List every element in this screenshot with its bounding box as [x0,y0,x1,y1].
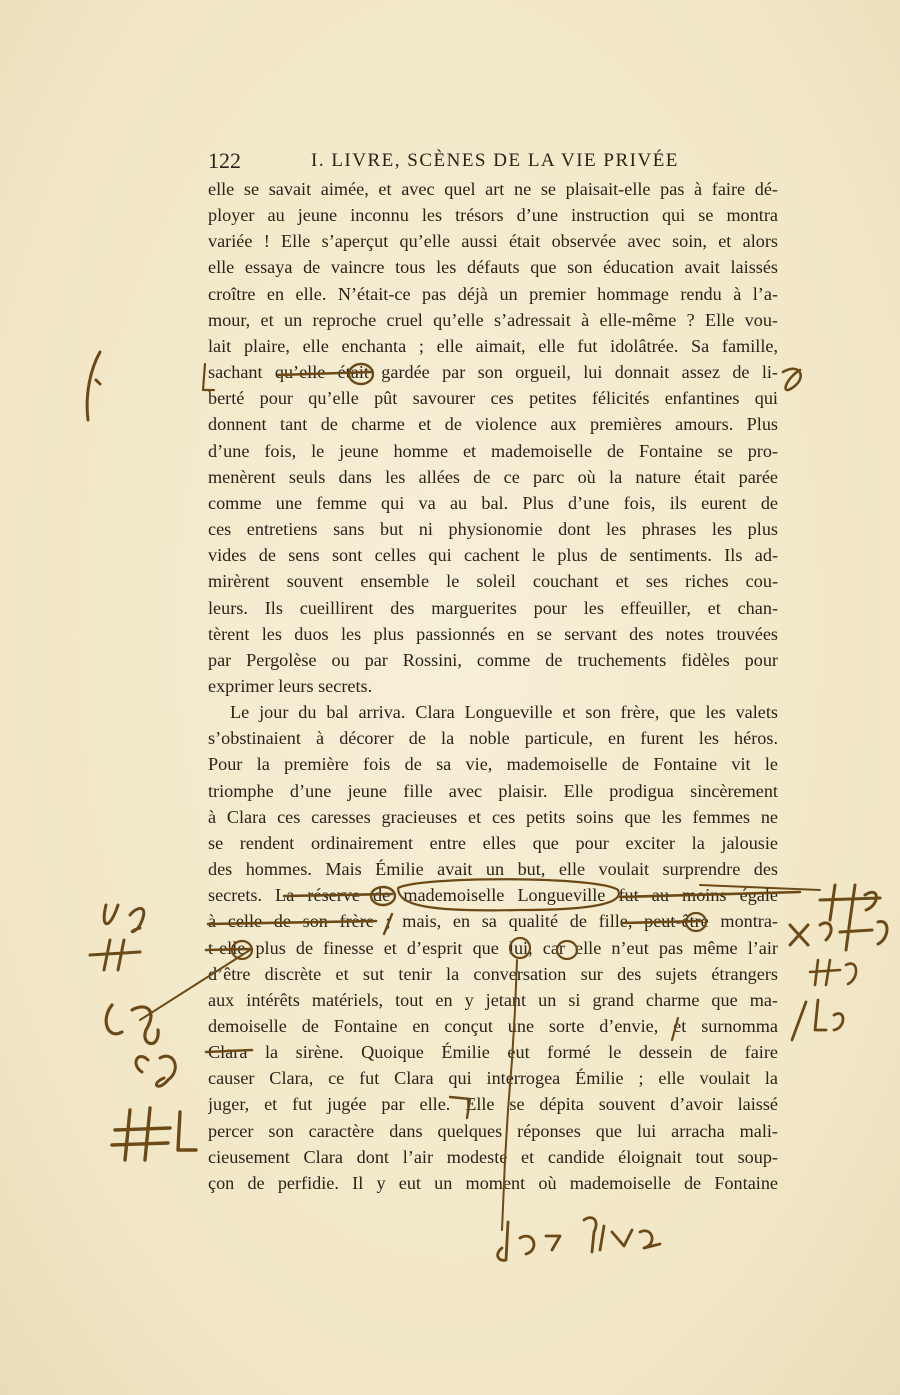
text-line: des hommes. Mais Émilie avait un but, elle voulait surprendre des [208,859,778,880]
text-line: Le jour du bal arriva. Clara Longueville et son frère, que les valets [230,702,778,723]
text-line: leurs. Ils cueillirent des marguerites pour les effeuiller, et chan- [208,597,778,618]
text-line: demoiselle de Fontaine en conçut une sorte d’envie, et surnomma [208,1016,778,1036]
text-line: triomphe d’une jeune fille avec plaisir. Elle prodigua sincèrement [208,780,778,801]
text-line: par Pergolèse ou par Rossini, comme de truchements fidèles pour [208,649,778,670]
running-head: I. LIVRE, SCÈNES DE LA VIE PRIVÉE [311,150,679,171]
text-line: d’être discrète et sut tenir la conversation sur des sujets étrangers [208,963,778,984]
text-line: sachant qu’elle était gardée par son orgueil, lui donnait assez de li- [208,362,778,383]
text-line: cieusement Clara dont l’air modeste et candide éloignait tout soup- [208,1146,778,1167]
text-line: d’une fois, le jeune homme et mademoiselle de Fontaine se pro- [208,440,778,461]
body-text [208,176,778,1196]
text-line: à Clara ces caresses gracieuses et ces petits soins que les femmes ne [208,806,778,827]
text-line: berté pour qu’elle pût savourer ces petites félicités enfantines qui [208,388,778,409]
page-number: 122 [208,148,241,173]
text-line: percer son caractère dans quelques réponses que lui arracha mali- [208,1120,778,1141]
text-line: Pour la première fois de sa vie, mademoiselle de Fontaine vit le [208,754,778,775]
text-line: ployer au jeune inconnu les trésors d’une instruction qui se montra [208,205,778,226]
text-line: ces entretiens sans but ni physionomie dont les phrases les plus [208,519,778,540]
text-line: lait plaire, elle enchanta ; elle aimait, elle fut idolâtrée. Sa famille, [208,335,778,356]
text-line: aux intérêts matériels, tout en y jetant un si grand charme que ma- [208,989,778,1010]
text-line: donnent tant de charme et de violence aux premières amours. Plus [208,414,778,435]
text-line: se rendent ordinairement entre elles que pour exciter la jalousie [208,832,778,853]
text-line: mour, et un reproche cruel qu’elle s’adressait à elle-même ? Elle vou- [208,309,778,330]
text-line: causer Clara, ce fut Clara qui interrogea Émilie ; elle voulait la [208,1068,778,1089]
text-line: à celle de son frère ; mais, en sa qualité de fille, peut-être montra- [208,911,778,932]
text-line: vides de sens sont celles qui cachent le plus de sentiments. Ils ad- [208,545,778,566]
text-line: croître en elle. N’était-ce pas déjà un premier hommage rendu à l’a- [208,283,778,304]
text-line: menèrent seuls dans les allées de ce parc où la nature était parée [208,466,778,487]
text-line: variée ! Elle s’aperçut qu’elle aussi était observée avec soin, et alors [208,231,778,252]
text-line: tèrent les duos les plus passionnés en se servant des notes trouvées [208,623,778,644]
text-line: juger, et fut jugée par elle. Elle se dépita souvent d’avoir laissé [208,1094,778,1115]
text-line: comme une femme qui va au bal. Plus d’une fois, ils eurent de [208,492,778,513]
text-line: elle se savait aimée, et avec quel art ne se plaisait-elle pas à faire dé- [208,179,778,199]
text-line: çon de perfidie. Il y eut un moment où mademoiselle de Fontaine [208,1172,778,1193]
text-line: secrets. La réserve de mademoiselle Longueville fut au moins égale [208,885,778,906]
text-line: mirèrent souvent ensemble le soleil couchant et ses riches cou- [208,571,778,592]
text-line: t-elle plus de finesse et d’esprit que lui, car elle n’eut pas même l’air [208,937,778,958]
text-line: s’obstinaient à décorer de la noble particule, en furent les héros. [208,728,778,749]
text-line: exprimer leurs secrets. [208,675,373,696]
page-header [208,148,778,174]
text-line: Clara la sirène. Quoique Émilie eut formé le dessein de faire [208,1042,778,1063]
text-line: elle essaya de vaincre tous les défauts que son éducation avait laissés [208,257,778,278]
